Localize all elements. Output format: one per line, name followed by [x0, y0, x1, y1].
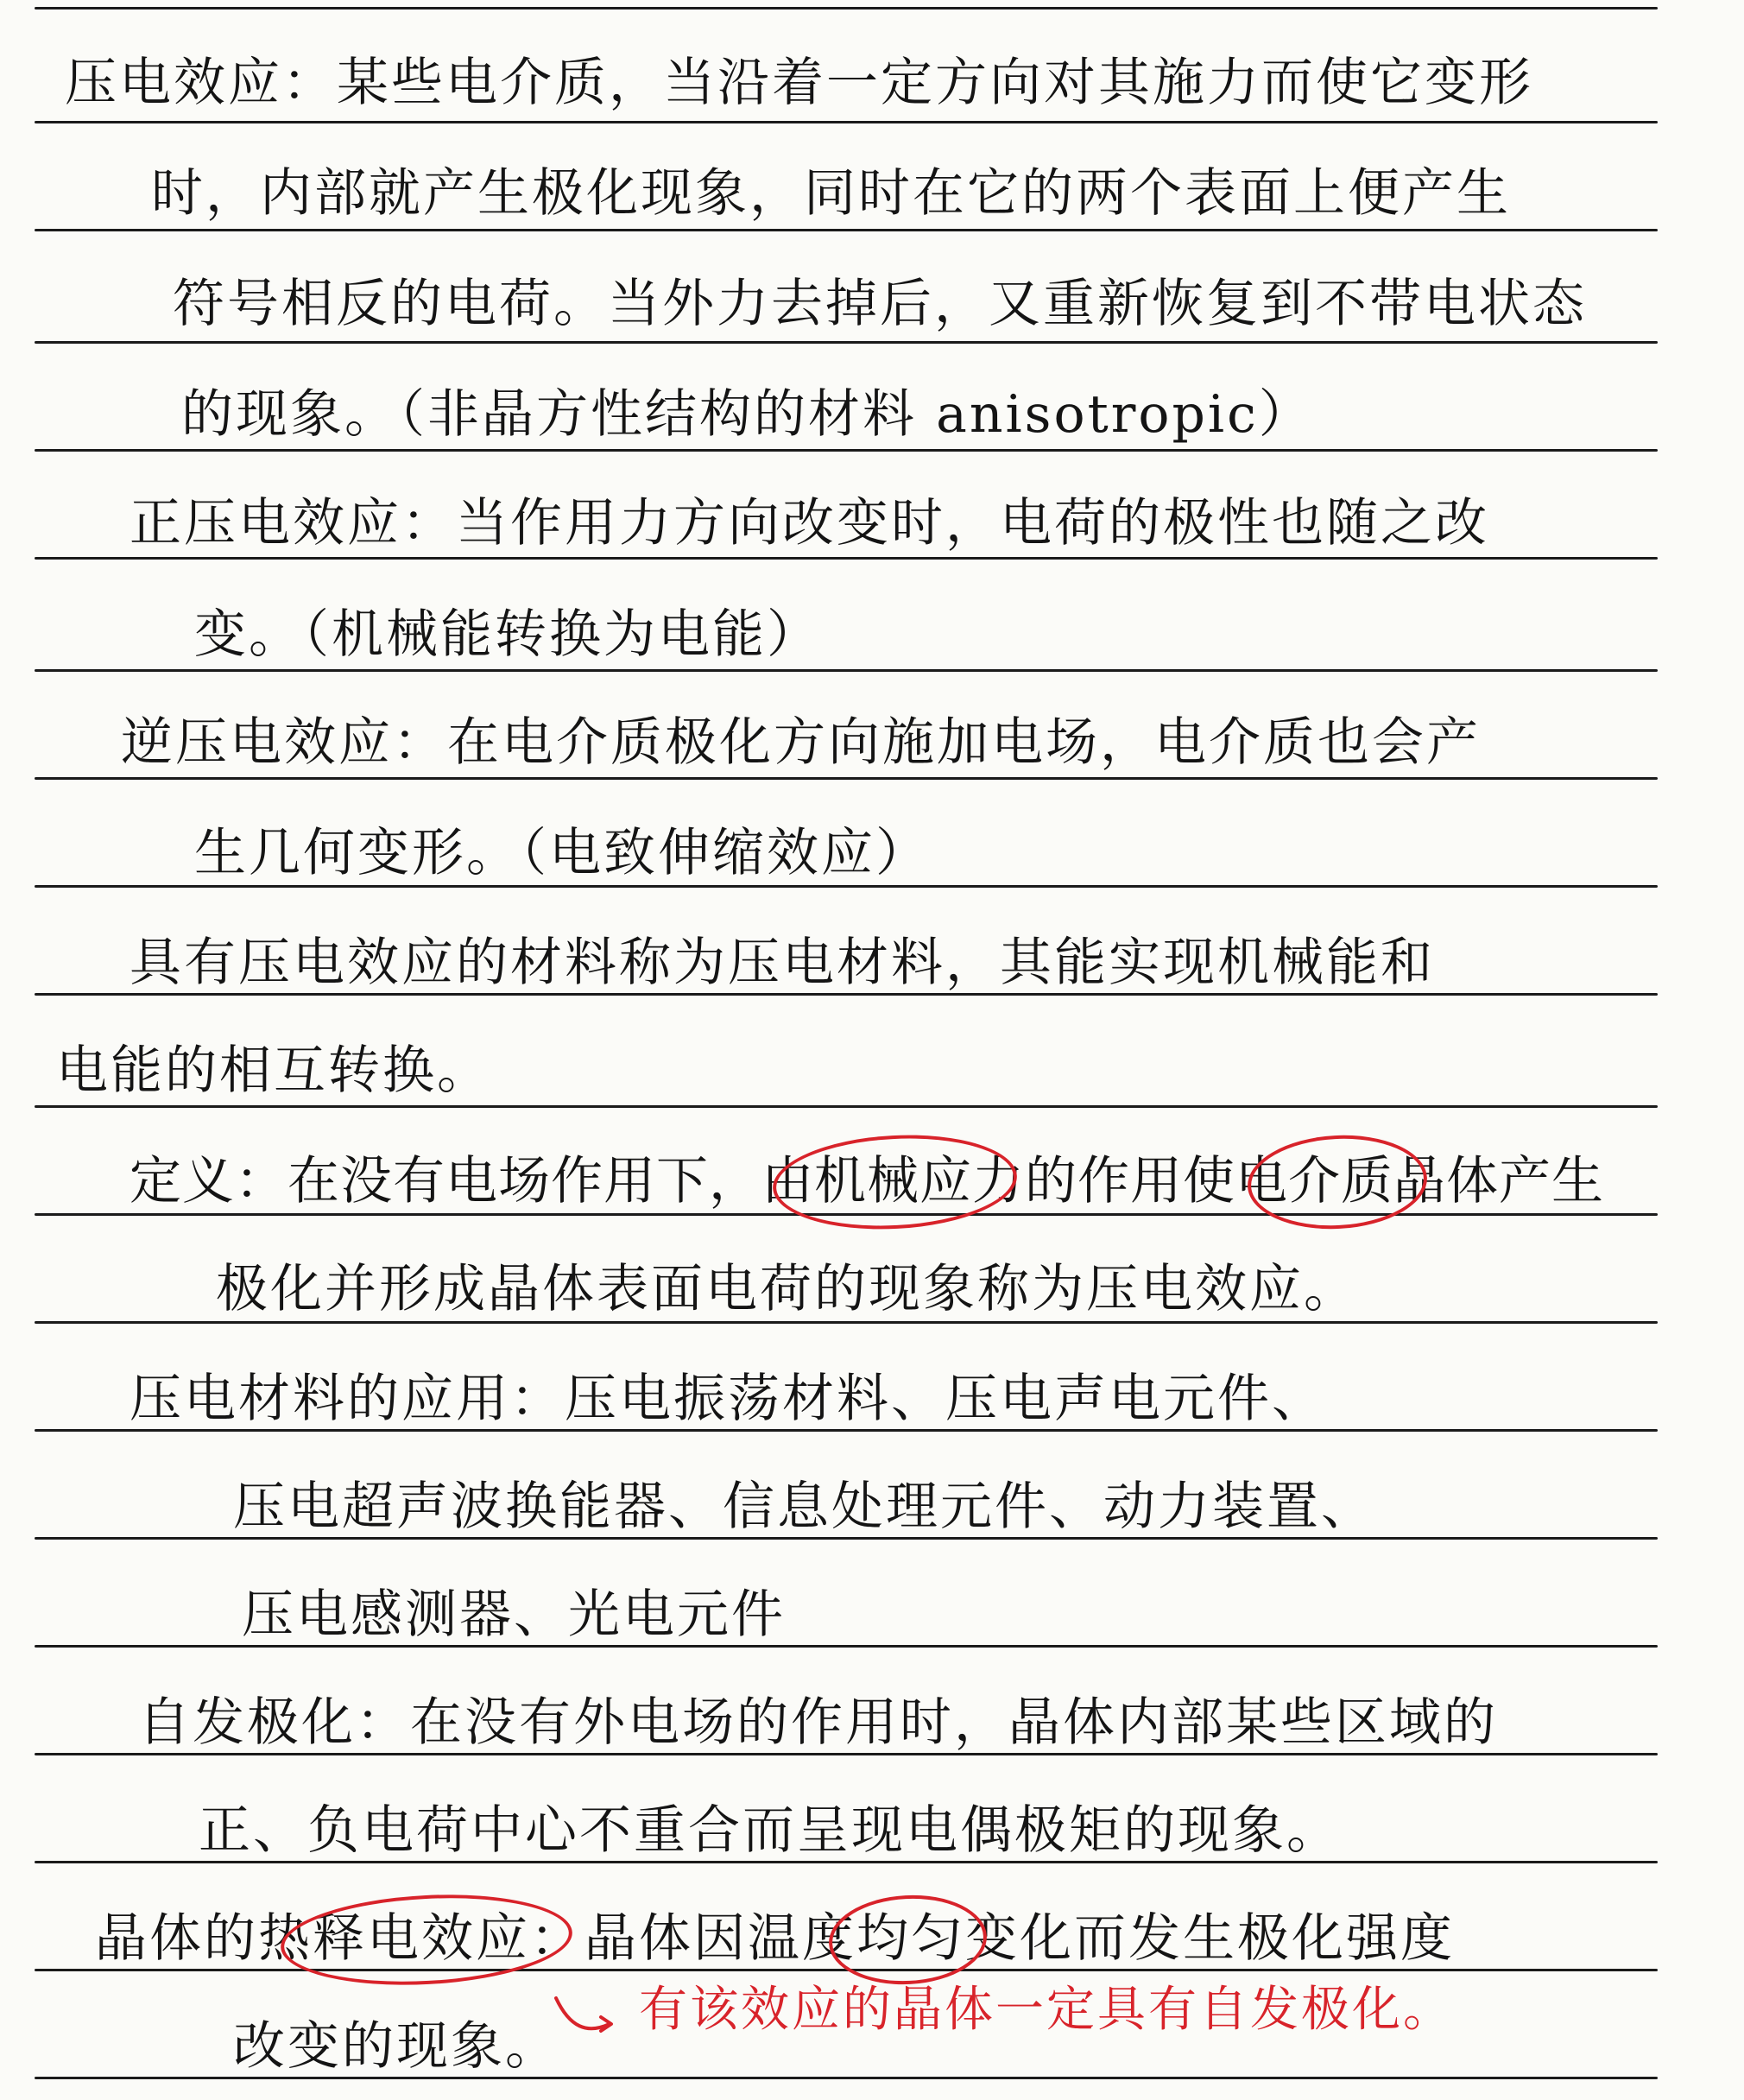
ruled-line: [35, 1861, 1658, 1863]
highlight-circle-pyroelectric: [279, 1888, 575, 1992]
ruled-line: [35, 557, 1658, 560]
applications-line-3: 压电感测器、光电元件: [242, 1584, 786, 1645]
ruled-line: [35, 449, 1658, 452]
definition-line-2: 极化并形成晶体表面电荷的现象称为压电效应。: [216, 1259, 1358, 1319]
piezo-definition-line-2: 时，内部就产生极化现象，同时在它的两个表面上便产生: [151, 163, 1511, 224]
definition-line-1: 定义：在没有电场作用下，由机械应力的作用使电介质晶体产生: [130, 1151, 1604, 1211]
ruled-line: [35, 1537, 1658, 1540]
piezo-material-line-2: 电能的相互转换。: [56, 1041, 491, 1101]
ruled-line: [35, 121, 1658, 123]
ruled-line: [35, 885, 1658, 888]
spontaneous-polarization-line-1: 自发极化：在没有外电场的作用时，晶体内部某些区域的: [138, 1692, 1498, 1753]
converse-effect-line-1: 逆压电效应：在电介质极化方向施加电场，电介质也会产: [121, 712, 1481, 773]
red-annotation: 有该效应的晶体一定具有自发极化。: [639, 1982, 1454, 2038]
converse-effect-line-2: 生几何变形。（电致伸缩效应）: [194, 823, 930, 883]
applications-line-2: 压电超声波换能器、信息处理元件、动力装置、: [233, 1477, 1375, 1537]
ruled-line: [35, 669, 1658, 672]
piezo-material-line-1: 具有压电效应的材料称为压电材料，其能实现机械能和: [130, 933, 1435, 993]
ruled-line: [35, 1105, 1658, 1108]
ruled-line: [35, 2077, 1658, 2079]
piezo-definition-line-1: 压电效应：某些电介质，当沿着一定方向对其施力而使它变形: [65, 53, 1533, 113]
ruled-line: [35, 1429, 1658, 1432]
ruled-line: [35, 229, 1658, 231]
red-arrow-icon: [553, 1993, 622, 2045]
direct-effect-line-1: 正压电效应：当作用力方向改变时，电荷的极性也随之改: [130, 493, 1489, 553]
applications-line-1: 压电材料的应用：压电振荡材料、压电声电元件、: [130, 1369, 1326, 1429]
pyroelectric-line-2: 改变的现象。: [233, 2016, 559, 2077]
ruled-line: [35, 1645, 1658, 1648]
spontaneous-polarization-line-2: 正、负电荷中心不重合而呈现电偶极矩的现象。: [199, 1800, 1341, 1861]
pyroelectric-line-1: 晶体的热释电效应：晶体因温度均匀变化而发生极化强度: [95, 1908, 1455, 1969]
highlight-circle-temperature: [826, 1891, 989, 1988]
ruled-line: [35, 341, 1658, 344]
highlight-circle-mechanical-stress: [770, 1129, 1019, 1236]
direct-effect-line-2: 变。（机械能转换为电能）: [194, 604, 821, 665]
ruled-line: [35, 1321, 1658, 1324]
ruled-line: [35, 777, 1658, 780]
highlight-circle-dielectric: [1245, 1131, 1429, 1234]
piezo-definition-line-3: 符号相反的电荷。当外力去掉后，又重新恢复到不带电状态: [173, 274, 1587, 334]
piezo-definition-line-4: 的现象。（非晶方性结构的材料 anisotropic）: [181, 384, 1313, 445]
ruled-line: [35, 993, 1658, 996]
ruled-line: [35, 7, 1658, 9]
ruled-line: [35, 1753, 1658, 1755]
